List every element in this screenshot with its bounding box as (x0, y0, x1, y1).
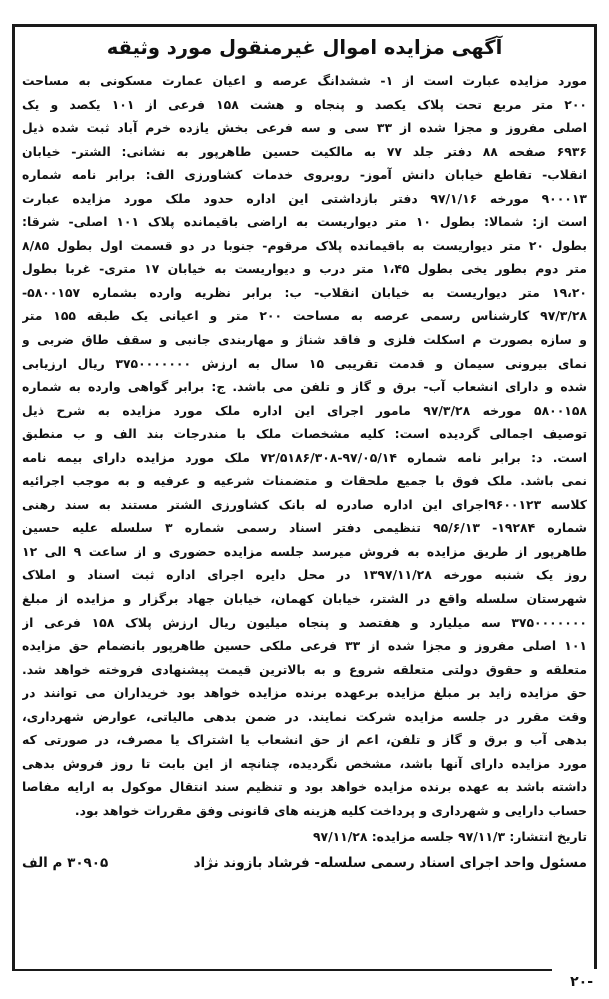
signature-row (22, 848, 587, 878)
notice-line: شماره ۱۹۲۸۴- ۹۵/۶/۱۳ تنظیمی دفتر اسناد رسمی شماره ۳ سلسله علیه حسین (22, 520, 587, 536)
notice-line: ۳۷۵۰۰۰۰۰۰۰ سه میلیارد و هفتصد و پنجاه میلیون ریال ارزش پلاک ۱۵۸ فرعی از (22, 614, 587, 630)
notice-line: کلاسه ۹۶۰۰۱۲۳اجرای این اداره صادره له بانک کشاورزی الشتر مستند به سند رهنی (22, 496, 587, 512)
notice-line: است از: شمالا: بطول ۱۰ متر دیواریست به اراضی باقیمانده پلاک ۱۰۱ اصلی- شرقا: (22, 214, 587, 230)
notice-line: طاهرپور از طریق مزایده به فروش میرسد جلسه مزایده حضوری و از ساعت ۹ الی ۱۲ (22, 543, 587, 559)
notice-line: حساب دارایی و شهرداری و پرداخت کلیه هزینه های قانونی وفق مقررات خواهد بود. (74, 802, 587, 818)
notice-line: اصلی مفروز و مجزا شده از ۳۳ سی و سه فرعی بخش یازده خرم آباد ثبت شده ذیل (22, 120, 587, 136)
signature: مسئول واحد اجرای اسناد رسمی سلسله- فرشاد بازوند نژاد (193, 854, 587, 871)
notice-line: ۱۰۱ اصلی مفروز و مجزا شده از ۳۳ فرعی ملکی حسین طاهرپور بانضمام حق مزایده (22, 638, 587, 654)
notice-line: ۱۹،۲۰ متر دیواریست به خیابان انقلاب- ب: برابر نظریه وارده بشماره ۵۸۰۰۱۵۷- (22, 284, 587, 300)
notice-line: ۵۸۰۰۱۵۸ مورخه ۹۷/۳/۲۸ مامور اجرای این اداره ملک مورد مزایده به شرح ذیل (22, 402, 587, 418)
notice-line: نمی باشد. ملک فوق با جمیع ملحقات و متضمنات شرعیه و عرفیه و به موجب اجرائیه (22, 473, 587, 489)
notice-line: و سازه بصورت م اسکلت فلزی و فاقد شناژ و مهاربندی جانبی و سقف طاق ضربی و (22, 332, 587, 348)
notice-line: داشته باشد به عهده برنده مزایده خواهد بود و تنظیم سند انتقال موکول به ارایه مفاصا (22, 779, 587, 795)
notice-box (12, 24, 597, 969)
notice-title: آگهی مزایده اموال غیرمنقول مورد وثیقه (106, 36, 503, 59)
notice-line: انقلاب- تقاطع خیابان دانش آموز- روبروی خدمات کشاورزی الف: برابر نامه شماره (22, 167, 587, 183)
notice-line: ۹۰۰۰۱۳ مورخه ۹۷/۱/۱۶ دفتر بازداشتی این اداره حدود ملک مورد مزایده عبارت (22, 190, 587, 206)
notice-line: ۶۹۳۶ صفحه ۸۸ دفتر جلد ۷۷ به مالکیت حسین طاهرپور به نشانی: الشتر- خیابان (22, 143, 587, 159)
notice-line: است. د: برابر نامه شماره ۹۷/۰۵/۱۴-۷۲/۵۱۸۶/۳۰۸ ملک مورد مزایده دارای بیمه نامه (22, 449, 587, 465)
notice-line: ۹۷/۳/۲۸ کارشناس رسمی عرصه به مساحت ۲۰۰ متر و اعیانی یک طبقه ۱۵۵ متر (22, 308, 587, 324)
page-number: -۲۰ (570, 974, 593, 990)
notice-line: روز یک شنبه مورخه ۱۳۹۷/۱۱/۲۸ در محل دایره اجرای اداره ثبت اسناد و املاک (22, 567, 587, 583)
publication-dates: تاریخ انتشار: ۹۷/۱۱/۳ جلسه مزایده: ۹۷/۱۱/۲۸ (312, 828, 587, 844)
notice-body (22, 69, 587, 823)
notice-line: بطول ۲۰ متر دیواریست به باقیمانده پلاک مرقوم- جنوبا در دو قسمت اول بطول ۸/۸۵ (22, 237, 587, 253)
notice-line: بدهی آب و برق و گاز و تلفن، اعم از حق انشعاب یا اشتراک یا مصرف، در صورتی که (22, 732, 587, 748)
notice-footer (22, 825, 587, 878)
notice-line: وقت مقرر در جلسه مزایده شرکت نمایند. در ضمن بدهی مالیاتی، عوارض شهرداری، (22, 708, 587, 724)
notice-line: شده و دارای انشعاب آب- برق و گاز و تلفن می باشد. ج: برابر گواهی وارده به شماره (22, 379, 587, 395)
notice-line: ۲۰۰ متر مربع تحت پلاک یکصد و پنجاه و هشت ۱۵۸ فرعی از ۱۰۱ یکصد و یک (22, 96, 587, 112)
notice-line: متعلقه و حقوق دولتی متعلقه شروع و به بالاترین قیمت پیشنهادی فروخته خواهد شد. (22, 661, 587, 677)
notice-line: مورد مزایده عبارت است از ۱- ششدانگ عرصه و اعیان عمارت مسکونی به مساحت (22, 73, 587, 88)
notice-line: مورد مزایده دارای آنها باشد، مشخص نگردیده، چنانچه از این بابت تا روز فروش بدهی (22, 755, 587, 771)
notice-line: حق مزایده زاید بر مبلغ مزایده برعهده برنده مزایده خواهد بود خریداران می توانند در (22, 685, 587, 701)
notice-line: نمای بیرونی سیمان و قدمت تقریبی ۱۵ سال به ارزش ۳۷۵۰۰۰۰۰۰۰ ریال ارزیابی (22, 355, 587, 371)
notice-line: توصیف اجمالی گردیده است: کلیه مشخصات ملک با مندرجات بند الف و ب منطبق (22, 426, 587, 442)
bottom-divider (12, 969, 552, 971)
notice-line: متر دوم بطور یخی بطول ۱،۴۵ متر درب و دیواریست به خیابان ۱۷ متری- غربا بطول (22, 261, 587, 277)
notice-code: ۳۰۹۰۵ م الف (22, 854, 109, 871)
notice-line: شهرستان سلسله واقع در الشتر، خیابان کهمان، خیابان جهاد برگزار و مزایده از مبلغ (22, 591, 587, 607)
